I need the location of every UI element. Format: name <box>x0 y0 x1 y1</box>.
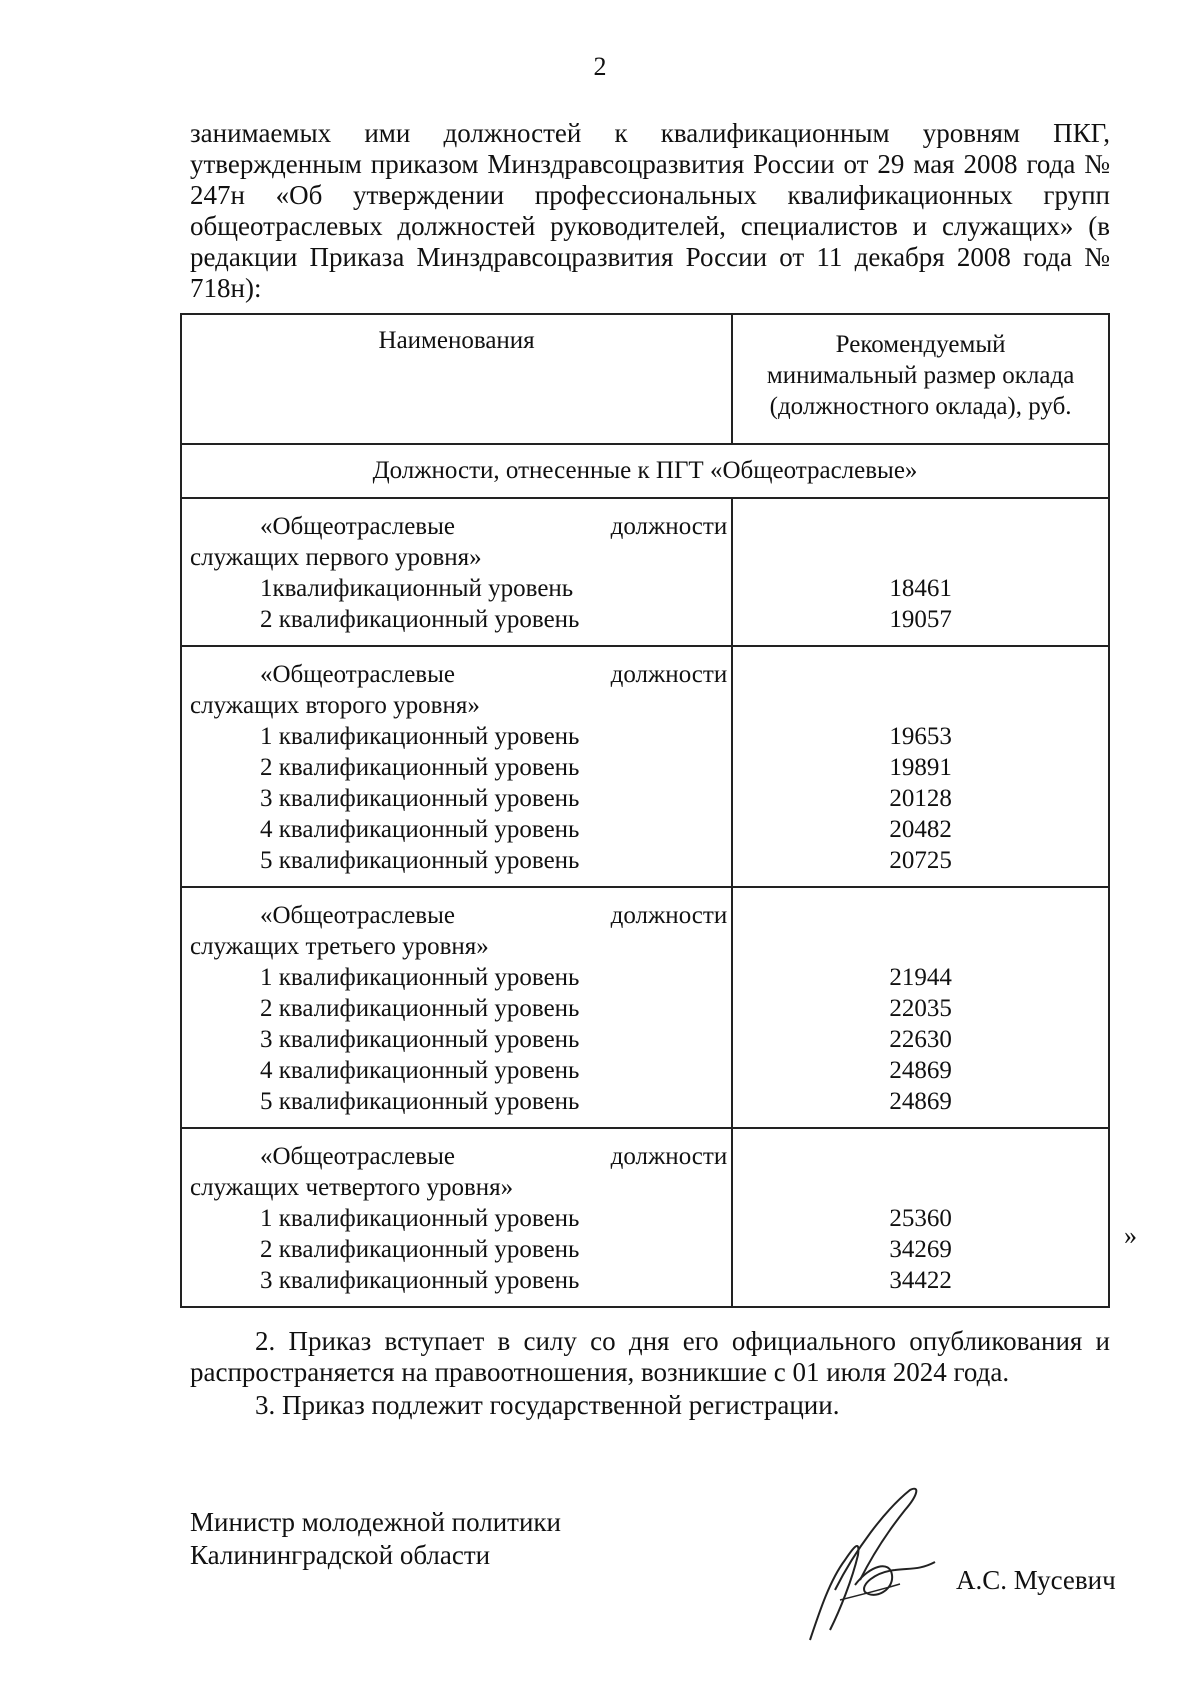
closing-quote: » <box>1124 1221 1137 1250</box>
level-label: 1 квалификационный уровень <box>260 964 580 991</box>
level-label: 5 квалификационный уровень <box>260 1088 580 1115</box>
group-values <box>732 498 1109 646</box>
group-title-part: должности <box>610 1143 728 1170</box>
level-label: 4 квалификационный уровень <box>260 1057 580 1084</box>
header-salary-line: Рекомендуемый <box>835 331 1006 358</box>
salary-value: 19891 <box>889 754 952 781</box>
group-row <box>181 646 1109 887</box>
salary-value: 21944 <box>889 964 952 991</box>
group-title-line: служащих четвертого уровня» <box>190 1174 514 1201</box>
group-title-part: должности <box>610 902 728 929</box>
group-title-part: «Общеотраслевые <box>260 513 455 540</box>
group-title-line: служащих первого уровня» <box>190 544 482 571</box>
header-salary <box>732 314 1109 444</box>
group-title-part: «Общеотраслевые <box>260 1143 455 1170</box>
salary-value: 20128 <box>889 785 952 812</box>
group-row <box>181 1128 1109 1307</box>
salary-value: 19653 <box>889 723 952 750</box>
signatory-title-line: Калининградской области <box>190 1540 491 1570</box>
handwritten-signature <box>800 1480 940 1650</box>
group-title-part: «Общеотраслевые <box>260 661 455 688</box>
group-title-part: должности <box>610 513 728 540</box>
intro-paragraph: занимаемых ими должностей к квалификационным уровням ПКГ, утвержденным приказом Минздравсоцразвития России от 29 мая 2008 года № 247н «Об утверждении профессиональных квалификационных групп общеотраслевых должностей руководителей, специалистов и служащих» (в редакции Приказа Минздравсоцразвития России от 11 декабря 2008 года № 718н): <box>190 118 1110 303</box>
level-label: 5 квалификационный уровень <box>260 847 580 874</box>
level-label: 3 квалификационный уровень <box>260 1026 580 1053</box>
paragraph-3: 3. Приказ подлежит государственной регистрации. <box>255 1390 840 1420</box>
group-title-part: должности <box>610 661 728 688</box>
salary-value: 22035 <box>889 995 952 1022</box>
salary-value: 34269 <box>889 1236 952 1263</box>
salary-value: 20725 <box>889 847 952 874</box>
level-label: 2 квалификационный уровень <box>260 606 580 633</box>
group-names <box>181 498 732 646</box>
level-label: 1квалификационный уровень <box>260 575 574 602</box>
salary-value: 24869 <box>889 1057 952 1084</box>
group-title-line: служащих третьего уровня» <box>190 933 489 960</box>
group-values <box>732 887 1109 1128</box>
group-row <box>181 498 1109 646</box>
group-values <box>732 646 1109 887</box>
salary-value: 20482 <box>889 816 952 843</box>
page-number: 2 <box>593 52 607 81</box>
group-title-line <box>190 659 727 690</box>
group-names <box>181 646 732 887</box>
paragraph-2: 2. Приказ вступает в силу со дня его официального опубликования и распространяется на правоотношения, возникшие с 01 июля 2024 года. <box>190 1326 1110 1387</box>
group-title-line <box>190 900 727 931</box>
salary-value: 34422 <box>889 1267 952 1294</box>
group-row <box>181 887 1109 1128</box>
signatory-title <box>190 1506 561 1572</box>
level-label: 3 квалификационный уровень <box>260 785 580 812</box>
section-title: Должности, отнесенные к ПГТ «Общеотраслевые» <box>181 444 1109 498</box>
header-names: Наименования <box>181 314 732 444</box>
group-names <box>181 1128 732 1307</box>
salary-value: 19057 <box>889 606 952 633</box>
table-header-row <box>181 314 1109 444</box>
header-salary-line: минимальный размер оклада <box>766 362 1075 389</box>
level-label: 2 квалификационный уровень <box>260 1236 580 1263</box>
group-title-line: служащих второго уровня» <box>190 692 480 719</box>
section-row <box>181 444 1109 498</box>
level-label: 2 квалификационный уровень <box>260 754 580 781</box>
salary-value: 24869 <box>889 1088 952 1115</box>
level-label: 3 квалификационный уровень <box>260 1267 580 1294</box>
level-label: 2 квалификационный уровень <box>260 995 580 1022</box>
level-label: 1 квалификационный уровень <box>260 723 580 750</box>
group-title-part: «Общеотраслевые <box>260 902 455 929</box>
salary-value: 25360 <box>889 1205 952 1232</box>
salary-value: 18461 <box>889 575 952 602</box>
level-label: 1 квалификационный уровень <box>260 1205 580 1232</box>
group-title-line <box>190 511 727 542</box>
salary-value: 22630 <box>889 1026 952 1053</box>
level-label: 4 квалификационный уровень <box>260 816 580 843</box>
header-salary-line: (должностного оклада), руб. <box>769 393 1072 420</box>
group-values <box>732 1128 1109 1307</box>
signatory-name: А.С. Мусевич <box>956 1565 1116 1595</box>
signatory-title-line: Министр молодежной политики <box>190 1507 561 1537</box>
group-title-line <box>190 1141 727 1172</box>
salary-table <box>180 313 1110 1308</box>
group-names <box>181 887 732 1128</box>
